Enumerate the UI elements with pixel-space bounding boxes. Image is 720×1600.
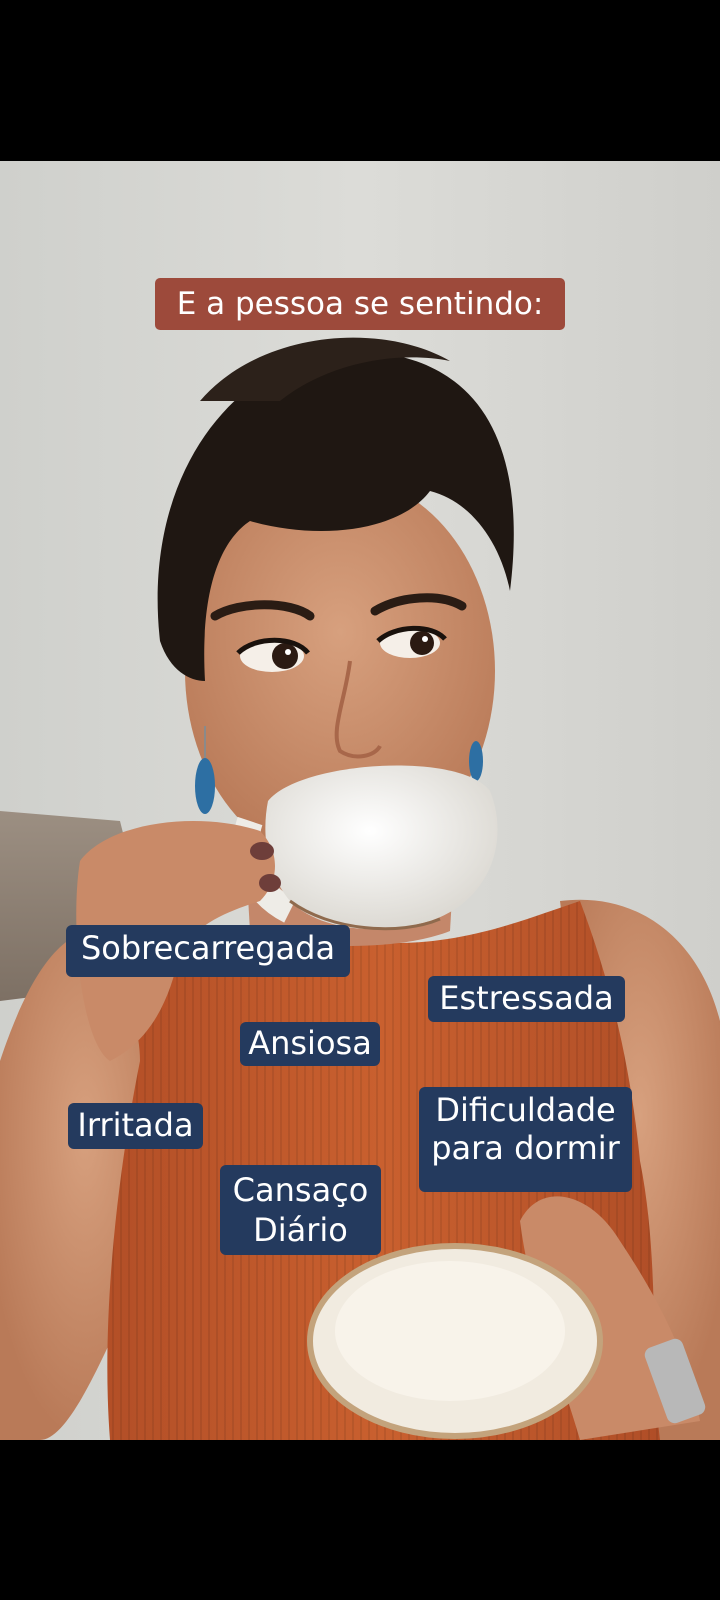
caption-title: E a pessoa se sentindo: [155, 278, 565, 330]
earring-left [195, 758, 215, 814]
tag-sobrecarregada: Sobrecarregada [66, 925, 350, 977]
tag-cansaco-diario [220, 1165, 381, 1255]
tag-ansiosa: Ansiosa [240, 1022, 380, 1066]
tag-dificuldade-line-1: Dificuldade [435, 1091, 616, 1129]
top-black-bar [0, 0, 720, 161]
tag-irritada: Irritada [68, 1103, 203, 1149]
tag-cansaco-line-1: Cansaço [232, 1171, 369, 1209]
white-cup-icon [246, 766, 497, 930]
tag-dificuldade-line-2: para dormir [431, 1129, 620, 1167]
saucer-icon [310, 1246, 600, 1436]
tag-dificuldade-para-dormir [419, 1087, 632, 1192]
earring-right [469, 741, 483, 781]
tag-cansaco-line-2: Diário [253, 1211, 348, 1249]
bottom-black-bar [0, 1440, 720, 1600]
tag-estressada: Estressada [428, 976, 625, 1022]
